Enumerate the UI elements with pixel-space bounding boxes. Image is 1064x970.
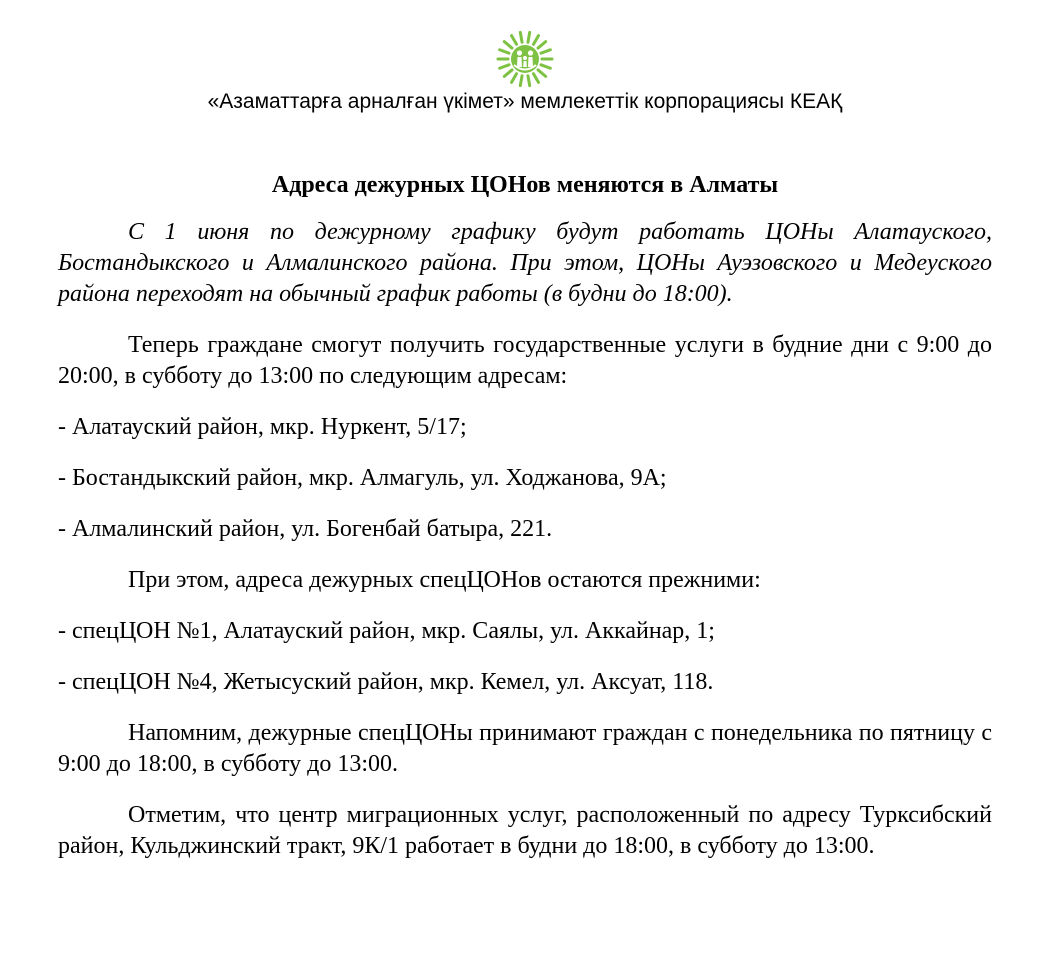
sun-ray [520,32,522,42]
paragraph: Напомним, дежурные спецЦОНы принимают граждан с понедельника по пятницу с 9:00 до 18:00, в субботу до 13:00. [58,720,992,777]
sun-ray [534,74,539,83]
sun-ray [520,76,522,86]
sun-ray [538,70,546,76]
sun-ray [512,74,517,83]
sun-ray [528,32,530,42]
sun-ray [538,42,546,48]
sun-family-emblem-icon [496,30,554,88]
sun-ray [528,76,530,86]
address-item: - Бостандыкский район, мкр. Алмагуль, ул. Ходжанова, 9А; [58,465,667,491]
sun-ray [512,36,517,45]
organization-name: «Азаматтарға арналған үкімет» мемлекеттік корпорациясы КЕАҚ [207,90,843,113]
special-address-item: - спецЦОН №4, Жетысуский район, мкр. Кемел, ул. Аксуат, 118. [58,669,714,695]
paragraph: Отметим, что центр миграционных услуг, расположенный по адресу Турксибский район, Кульджинский тракт, 9К/1 работает в будни до 18:00, в субботу до 13:00. [58,802,992,859]
lead-paragraph: С 1 июня по дежурному графику будут работать ЦОНы Алатауского, Бостандыкского и Алмалинского района. При этом, ЦОНы Ауэзовского и Медеуского района переходят на обычный график работы (в будни до 18:00). [58,219,992,307]
address-item: - Алмалинский район, ул. Богенбай батыра, 221. [58,516,553,542]
address-item: - Алатауский район, мкр. Нуркент, 5/17; [58,414,467,440]
paragraph: При этом, адреса дежурных спецЦОНов остаются прежними: [128,567,761,593]
sun-ray [541,50,550,53]
article [58,170,992,882]
sun-ray [504,70,512,76]
paragraph: Теперь граждане смогут получить государственные услуги в будние дни с 9:00 до 20:00, в субботу до 13:00 по следующим адресам: [58,332,992,389]
corporation-logo [496,30,554,88]
sun-ray [500,65,509,68]
sun-ray [504,42,512,48]
article-title: Адреса дежурных ЦОНов меняются в Алматы [271,172,779,198]
sun-ray [534,36,539,45]
sun-ray [541,65,550,68]
sun-ray [500,50,509,53]
special-address-item: - спецЦОН №1, Алатауский район, мкр. Саялы, ул. Аккайнар, 1; [58,618,715,644]
